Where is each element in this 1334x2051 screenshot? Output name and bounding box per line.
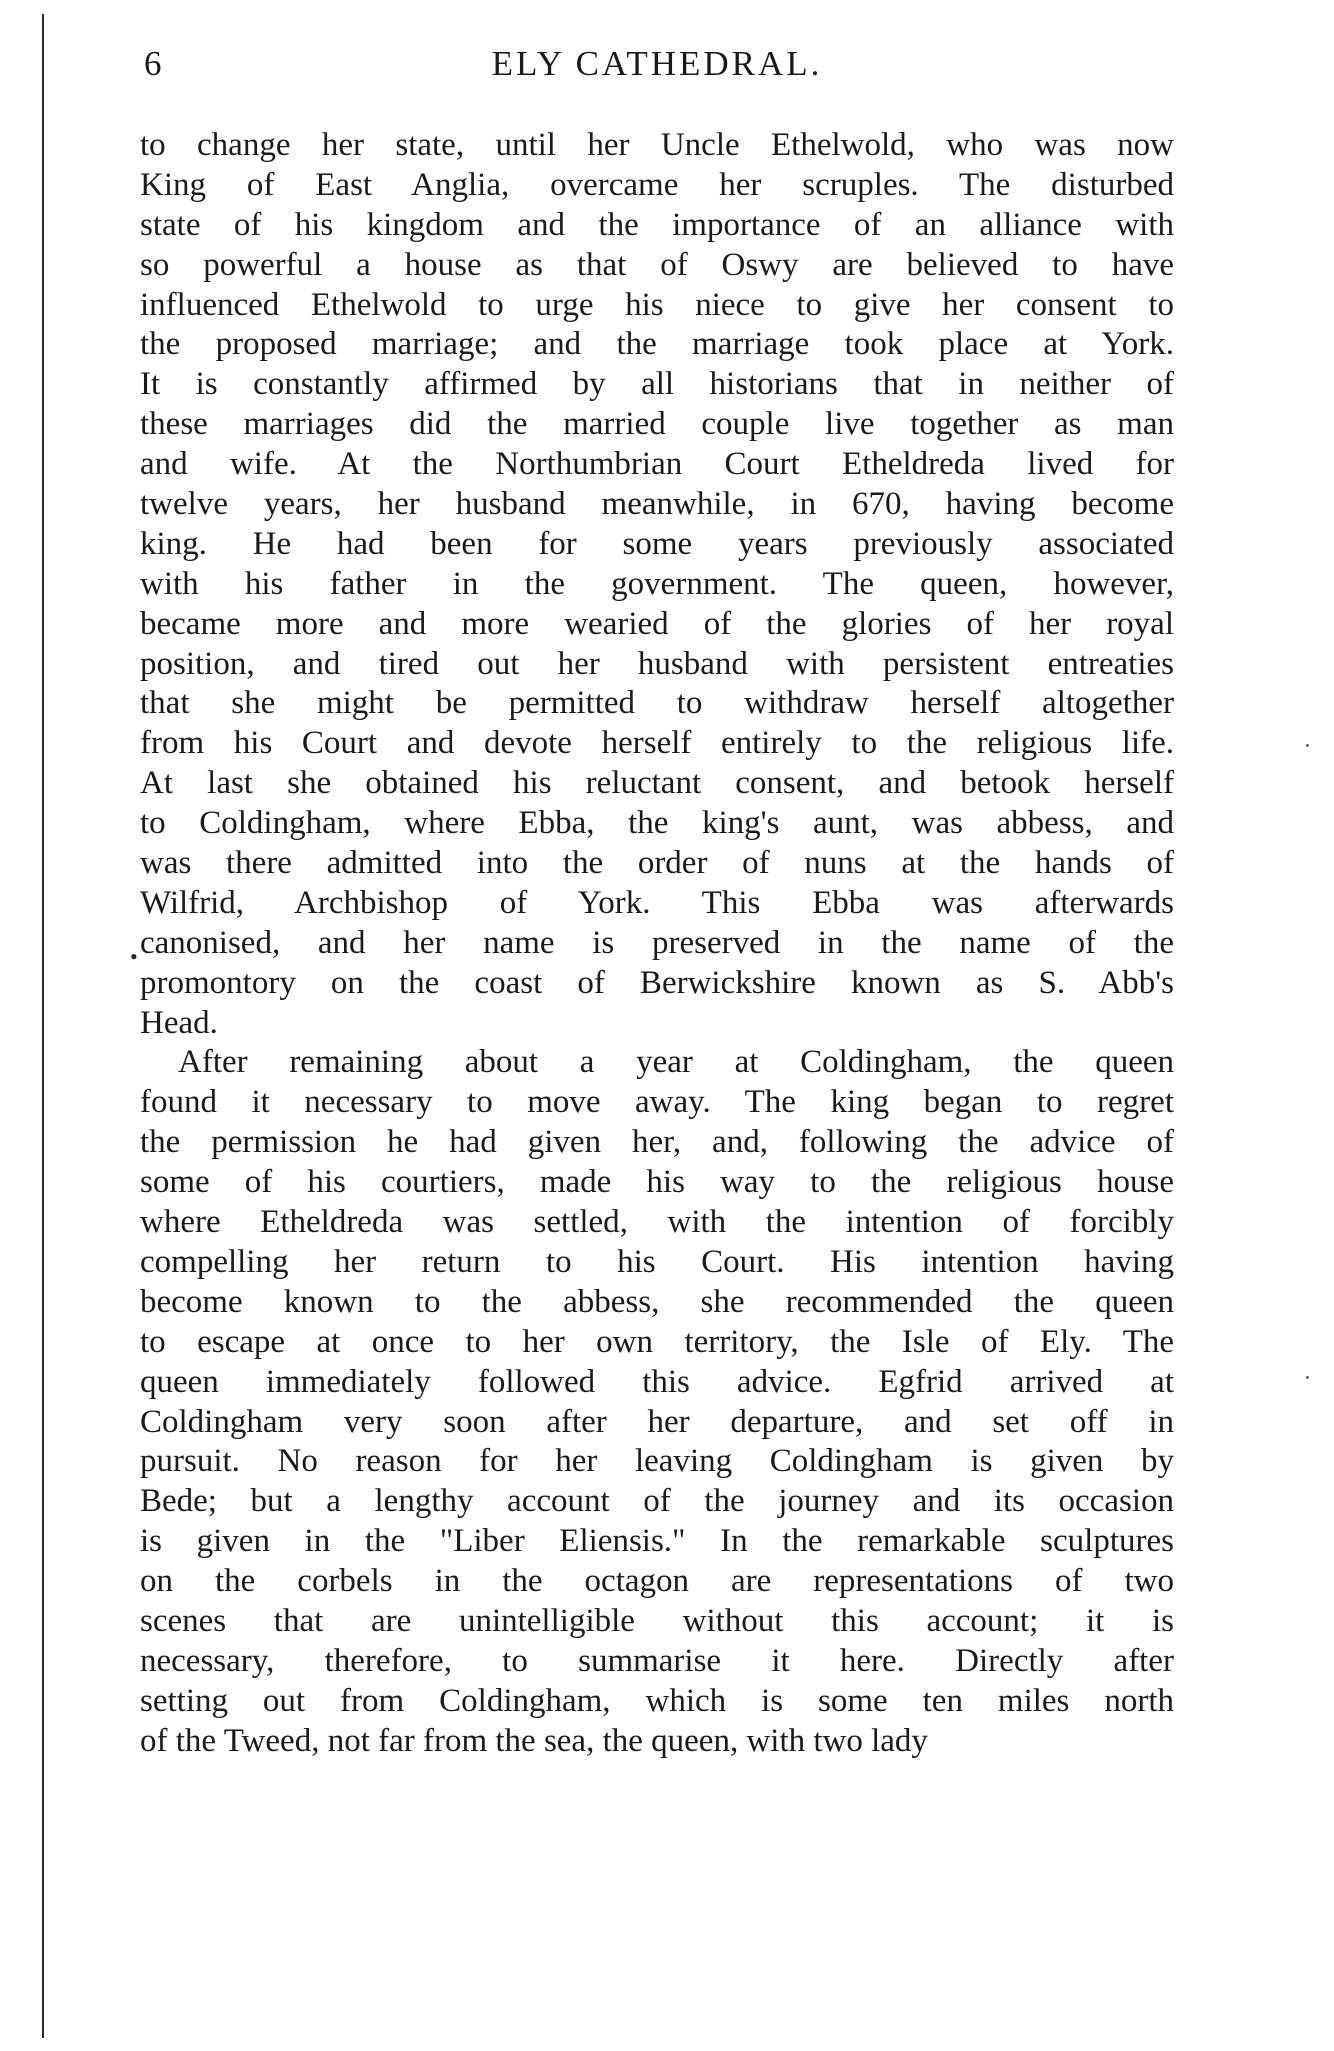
text-line: pursuit. No reason for her leaving Coldingham is given by xyxy=(140,1443,1174,1480)
text-line: twelve years, her husband meanwhile, in 670, having become xyxy=(140,486,1174,523)
paragraph-1 xyxy=(140,126,1174,1043)
text-line: to change her state, until her Uncle Ethelwold, who was now xyxy=(140,127,1174,163)
text-line: influenced Ethelwold to urge his niece to give her consent to xyxy=(140,286,1174,323)
margin-mark: • xyxy=(130,944,138,969)
page-number: 6 xyxy=(144,44,163,83)
text-line: promontory on the coast of Berwickshire known as S. Abb's xyxy=(140,964,1174,1001)
text-line: and wife. At the Northumbrian Court Etheldreda lived for xyxy=(140,446,1174,483)
text-line: become known to the abbess, she recommended the queen xyxy=(140,1283,1174,1320)
body-text xyxy=(140,126,1174,1762)
text-line: queen immediately followed this advice. Egfrid arrived at xyxy=(140,1363,1174,1400)
text-line: from his Court and devote herself entirely to the religious life. xyxy=(140,725,1174,762)
paragraph-2 xyxy=(140,1043,1174,1761)
text-line: setting out from Coldingham, which is some ten miles north xyxy=(140,1682,1174,1719)
text-line: king. He had been for some years previously associated xyxy=(140,525,1174,562)
text-line: to Coldingham, where Ebba, the king's aunt, was abbess, and xyxy=(140,805,1174,842)
text-line: compelling her return to his Court. His intention having xyxy=(140,1243,1174,1280)
page-header xyxy=(140,44,1174,94)
text-line: was there admitted into the order of nuns at the hands of xyxy=(140,845,1174,882)
text-line: found it necessary to move away. The king began to regret xyxy=(140,1084,1174,1121)
text-line: scenes that are unintelligible without this account; it is xyxy=(140,1602,1174,1639)
text-line: of the Tweed, not far from the sea, the queen, with two lady xyxy=(140,1722,928,1759)
text-line: to escape at once to her own territory, the Isle of Ely. The xyxy=(140,1323,1174,1360)
text-line: Bede; but a lengthy account of the journey and its occasion xyxy=(140,1483,1174,1520)
text-line: It is constantly affirmed by all historians that in neither of xyxy=(140,366,1174,403)
book-page xyxy=(140,0,1174,2051)
text-line: state of his kingdom and the importance of an alliance with xyxy=(140,206,1174,243)
text-line: position, and tired out her husband with persistent entreaties xyxy=(140,645,1174,682)
running-title: ELY CATHEDRAL. xyxy=(491,44,823,83)
page-gutter-line xyxy=(42,14,44,2038)
text-line: At last she obtained his reluctant consent, and betook herself xyxy=(140,765,1174,802)
paper-speck xyxy=(1306,744,1309,747)
text-line: that she might be permitted to withdraw herself altogether xyxy=(140,685,1174,722)
text-line: After remaining about a year at Coldingham, the queen xyxy=(178,1044,1174,1081)
text-line: the permission he had given her, and, following the advice of xyxy=(140,1124,1174,1161)
text-line: necessary, therefore, to summarise it here. Directly after xyxy=(140,1642,1174,1679)
text-line: Wilfrid, Archbishop of York. This Ebba was afterwards xyxy=(140,884,1174,921)
text-line: the proposed marriage; and the marriage took place at York. xyxy=(140,326,1174,363)
text-line: Coldingham very soon after her departure, and set off in xyxy=(140,1403,1174,1440)
text-line: where Etheldreda was settled, with the intention of forcibly xyxy=(140,1204,1174,1241)
text-line: became more and more wearied of the glories of her royal xyxy=(140,605,1174,642)
text-line: these marriages did the married couple live together as man xyxy=(140,406,1174,443)
text-line: Head. xyxy=(140,1004,218,1041)
text-line: some of his courtiers, made his way to the religious house xyxy=(140,1164,1174,1201)
text-line: canonised, and her name is preserved in the name of the xyxy=(140,924,1174,961)
text-line: is given in the "Liber Eliensis." In the remarkable sculptures xyxy=(140,1523,1174,1560)
text-line: on the corbels in the octagon are representations of two xyxy=(140,1563,1174,1600)
text-line: with his father in the government. The queen, however, xyxy=(140,565,1174,602)
paper-speck xyxy=(1306,1376,1309,1379)
text-line: King of East Anglia, overcame her scruples. The disturbed xyxy=(140,166,1174,203)
text-line: so powerful a house as that of Oswy are believed to have xyxy=(140,246,1174,283)
